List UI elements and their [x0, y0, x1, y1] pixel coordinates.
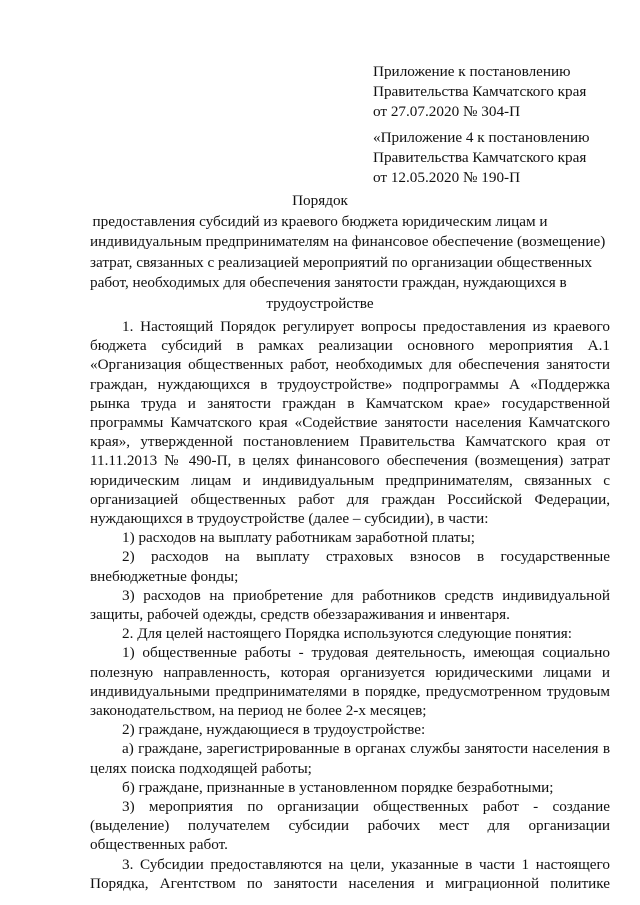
appendix-line: Правительства Камчатского края — [373, 149, 587, 166]
title-line: трудоустройстве — [266, 294, 374, 312]
title-heading: Порядок — [292, 192, 348, 209]
title-line: предоставления субсидий из краевого бюджета юридическим лицам и — [92, 212, 548, 230]
paragraph-2: 2. Для целей настоящего Порядка используются следующие понятия: — [122, 625, 572, 643]
paragraph-1: 1. Настоящий Порядок регулирует вопросы предоставления из краевого бюджета субсидий в рамках реализации основного мероприятия А.1 «Организация общественных работ, необходимых для обеспечения занятости граждан, нуждающихся в трудоустройстве» подпрограммы А «Поддержка рынка труда и занятости граждан в Камчатском крае» государственной программы Камчатского края «Содействие занятости населения Камчатского края», утвержденной постановлением Правительства Камчатского края от 11.11.2013 № 490-П, в целях финансового обеспечения (возмещения) затрат юридическим лицам и индивидуальным предпринимателям, связанных с организацией общественных работ для граждан Российской Федерации, нуждающихся в трудоустройстве (далее – субсидии), в части: — [90, 318, 610, 528]
paragraph-2-item-2: 2) граждане, нуждающиеся в трудоустройстве: — [122, 721, 426, 739]
appendix-line: «Приложение 4 к постановлению — [373, 129, 590, 146]
appendix-line: Приложение к постановлению — [373, 63, 571, 80]
appendix-line: от 27.07.2020 № 304-П — [373, 103, 521, 120]
paragraph-2-item-3: 3) мероприятия по организации общественных работ - создание (выделение) получателем субсидии рабочих мест для организации общественных работ. — [90, 798, 610, 854]
paragraph-1-item-3: 3) расходов на приобретение для работников средств индивидуальной защиты, рабочей одежды, средств обеззараживания и инвентаря. — [90, 586, 610, 624]
appendix-line: Правительства Камчатского края — [373, 83, 587, 100]
paragraph-2-item-2a: а) граждане, зарегистрированные в органах службы занятости населения в целях поиска подходящей работы; — [90, 740, 610, 777]
paragraph-2-item-2b: б) граждане, признанные в установленном порядке безработными; — [122, 778, 554, 796]
original-appendix-reference-block — [373, 128, 623, 188]
title-line: затрат, связанных с реализацией мероприятий по организации общественных — [90, 253, 593, 271]
title-line: индивидуальным предпринимателям на финансовое обеспечение (возмещение) — [90, 233, 606, 250]
paragraph-3: 3. Субсидии предоставляются на цели, указанные в части 1 настоящего Порядка, Агентством по занятости населения и миграционной политике — [90, 855, 610, 892]
paragraph-1-item-2: 2) расходов на выплату страховых взносов в государственные внебюджетные фонды; — [90, 548, 610, 585]
appendix-reference-block — [373, 62, 623, 122]
paragraph-2-item-1: 1) общественные работы - трудовая деятельность, имеющая социально полезную направленность, которая организуется юридическими лицами и индивидуальными предпринимателями в порядке, предусмотренном трудовым законодательством, на период не более 2-х месяцев; — [90, 644, 610, 720]
title-line: работ, необходимых для обеспечения занятости граждан, нуждающихся в — [90, 274, 567, 291]
document-title — [90, 191, 606, 314]
document-body — [90, 317, 610, 893]
appendix-line: от 12.05.2020 № 190-П — [373, 169, 521, 186]
paragraph-1-item-1: 1) расходов на выплату работникам заработной платы; — [122, 529, 475, 547]
